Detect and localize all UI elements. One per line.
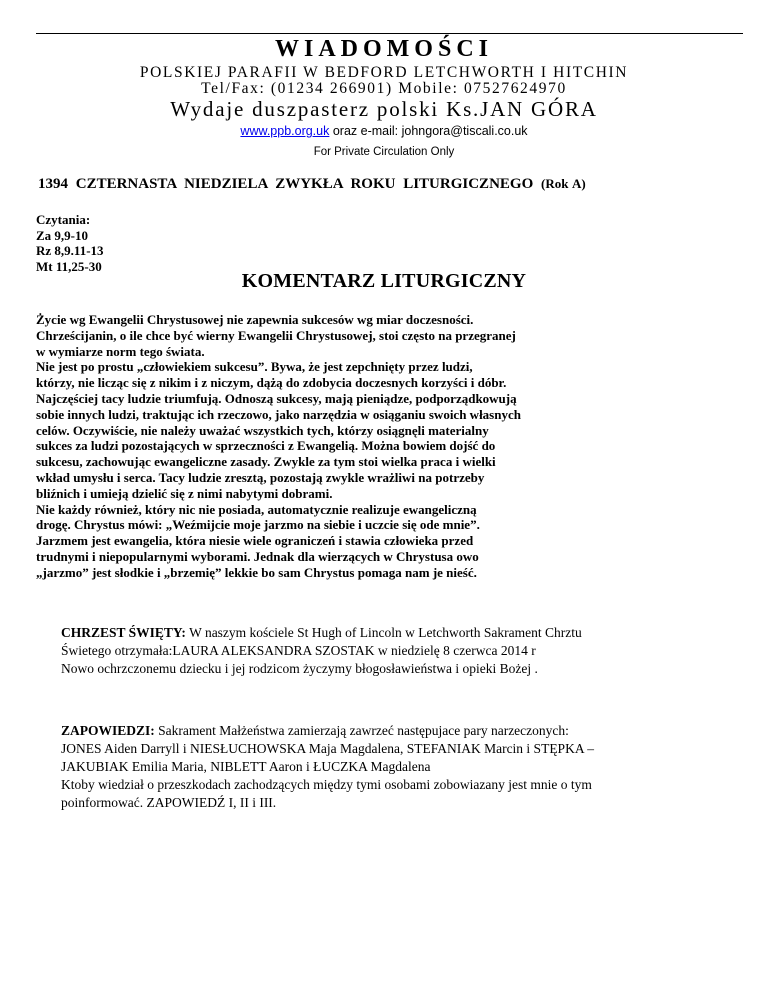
commentary-line: w wymiarze norm tego świata. <box>36 343 205 359</box>
private-circulation-note: For Private Circulation Only <box>313 146 455 158</box>
commentary-line: wkład umysłu i serca. Tacy ludzie zresztą, pozostają zwykle wrażliwi na potrzeby <box>36 469 485 485</box>
baptism-text: Nowo ochrzczonemu dziecku i jej rodzicom życzymy błogosławieństwa i opieki Bożej . <box>61 661 538 676</box>
commentary-line: sobie innych ludzi, traktując ich rzeczowo, jako narzędzia w osiąganiu swoich własnych <box>36 406 521 422</box>
top-rule <box>36 33 743 34</box>
liturgical-cycle: (Rok A) <box>541 176 586 191</box>
banns-text: Ktoby wiedział o przeszkodach zachodzących między tymi osobami zobowiazany jest mnie o tym <box>61 777 592 792</box>
banns-label: ZAPOWIEDZI: <box>61 723 155 738</box>
commentary-line: bliźnich i umieją dzielić się z nimi nabytymi dobrami. <box>36 485 333 501</box>
reading-item: Za 9,9-10 <box>36 227 88 243</box>
contact-numbers: Tel/Fax: (01234 266901) Mobile: 07527624970 <box>201 80 567 97</box>
commentary-line: sukcesu, zachowując ewangeliczne zasady. Zwykle za tym stoi wielka praca i wielki <box>36 454 496 470</box>
reading-item: Mt 11,25-30 <box>36 258 102 274</box>
web-email-line <box>0 124 768 138</box>
email-text: oraz e-mail: johngora@tiscali.co.uk <box>332 124 528 138</box>
banns-text: JAKUBIAK Emilia Maria, NIBLETT Aaron i ŁUCZKA Magdalena <box>61 759 431 774</box>
commentary-line: którzy, nie licząc się z nikim i z niczym, dążą do zdobycia doczesnych korzyści i dóbr. <box>36 375 507 391</box>
banns-text: JONES Aiden Darryll i NIESŁUCHOWSKA Maja Magdalena, STEFANIAK Marcin i STĘPKA – <box>61 741 594 756</box>
baptism-notice <box>61 624 731 678</box>
commentary-line: Nie każdy również, który nic nie posiada, automatycznie realizuje ewangeliczną <box>36 501 477 517</box>
readings-block <box>36 212 104 274</box>
commentary-line: Najczęściej tacy ludzie triumfują. Odnoszą sukcesy, mają pieniądze, podporządkowują <box>36 390 517 406</box>
issue-title: 1394 CZTERNASTA NIEDZIELA ZWYKŁA ROKU LITURGICZNEGO <box>38 176 534 192</box>
commentary-body <box>36 312 736 581</box>
commentary-line: Nie jest po prostu „człowiekiem sukcesu”. Bywa, że jest zepchnięty przez ludzi, <box>36 359 473 375</box>
commentary-line: „jarzmo” jest słodkie i „brzemię” lekkie bo sam Chrystus pomaga nam je nieść. <box>36 564 477 580</box>
baptism-text: W naszym kościele St Hugh of Lincoln w Letchworth Sakrament Chrztu <box>185 625 582 640</box>
commentary-line: Życie wg Ewangelii Chrystusowej nie zapewnia sukcesów wg miar doczesności. <box>36 312 474 327</box>
commentary-title: KOMENTARZ LITURGICZNY <box>241 270 527 292</box>
banns-text: poinformować. ZAPOWIEDŹ I, II i III. <box>61 795 277 810</box>
parish-name: POLSKIEJ PARAFII W BEDFORD LETCHWORTH I HITCHIN <box>139 64 629 81</box>
banns-notice <box>61 722 731 812</box>
commentary-line: drogę. Chrystus mówi: „Weźmijcie moje jarzmo na siebie i uczcie się ode mnie”. <box>36 517 480 533</box>
baptism-label: CHRZEST ŚWIĘTY: <box>61 625 186 640</box>
baptism-text: Świetego otrzymała:LAURA ALEKSANDRA SZOSTAK w niedzielę 8 czerwca 2014 r <box>61 643 536 658</box>
issue-heading <box>38 176 586 193</box>
reading-item: Rz 8,9.11-13 <box>36 243 104 258</box>
commentary-line: celów. Oczywiście, nie należy uważać wszystkich tych, którzy osiągnęli materialny <box>36 422 489 438</box>
readings-label: Czytania: <box>36 212 91 227</box>
commentary-line: sukces za ludzi pozostających w sprzeczności z Ewangelią. Można bowiem dojść do <box>36 438 496 454</box>
newsletter-title: WIADOMOŚCI <box>274 36 493 62</box>
commentary-line: Jarzmem jest ewangelia, która niesie wiele ograniczeń i stawia człowieka przed <box>36 533 474 549</box>
publisher-priest: Wydaje duszpasterz polski Ks.JAN GÓRA <box>170 97 598 121</box>
commentary-line: Chrześcijanin, o ile chce być wierny Ewangelii Chrystusowej, stoi często na przegranej <box>36 327 516 343</box>
banns-text: Sakrament Małżeństwa zamierzają zawrzeć następujace pary narzeczonych: <box>154 723 569 738</box>
commentary-line: trudnymi i niepopularnymi wyborami. Jednak dla wierzących w Chrystusa owo <box>36 548 479 564</box>
website-link[interactable]: www.ppb.org.uk <box>240 124 330 138</box>
